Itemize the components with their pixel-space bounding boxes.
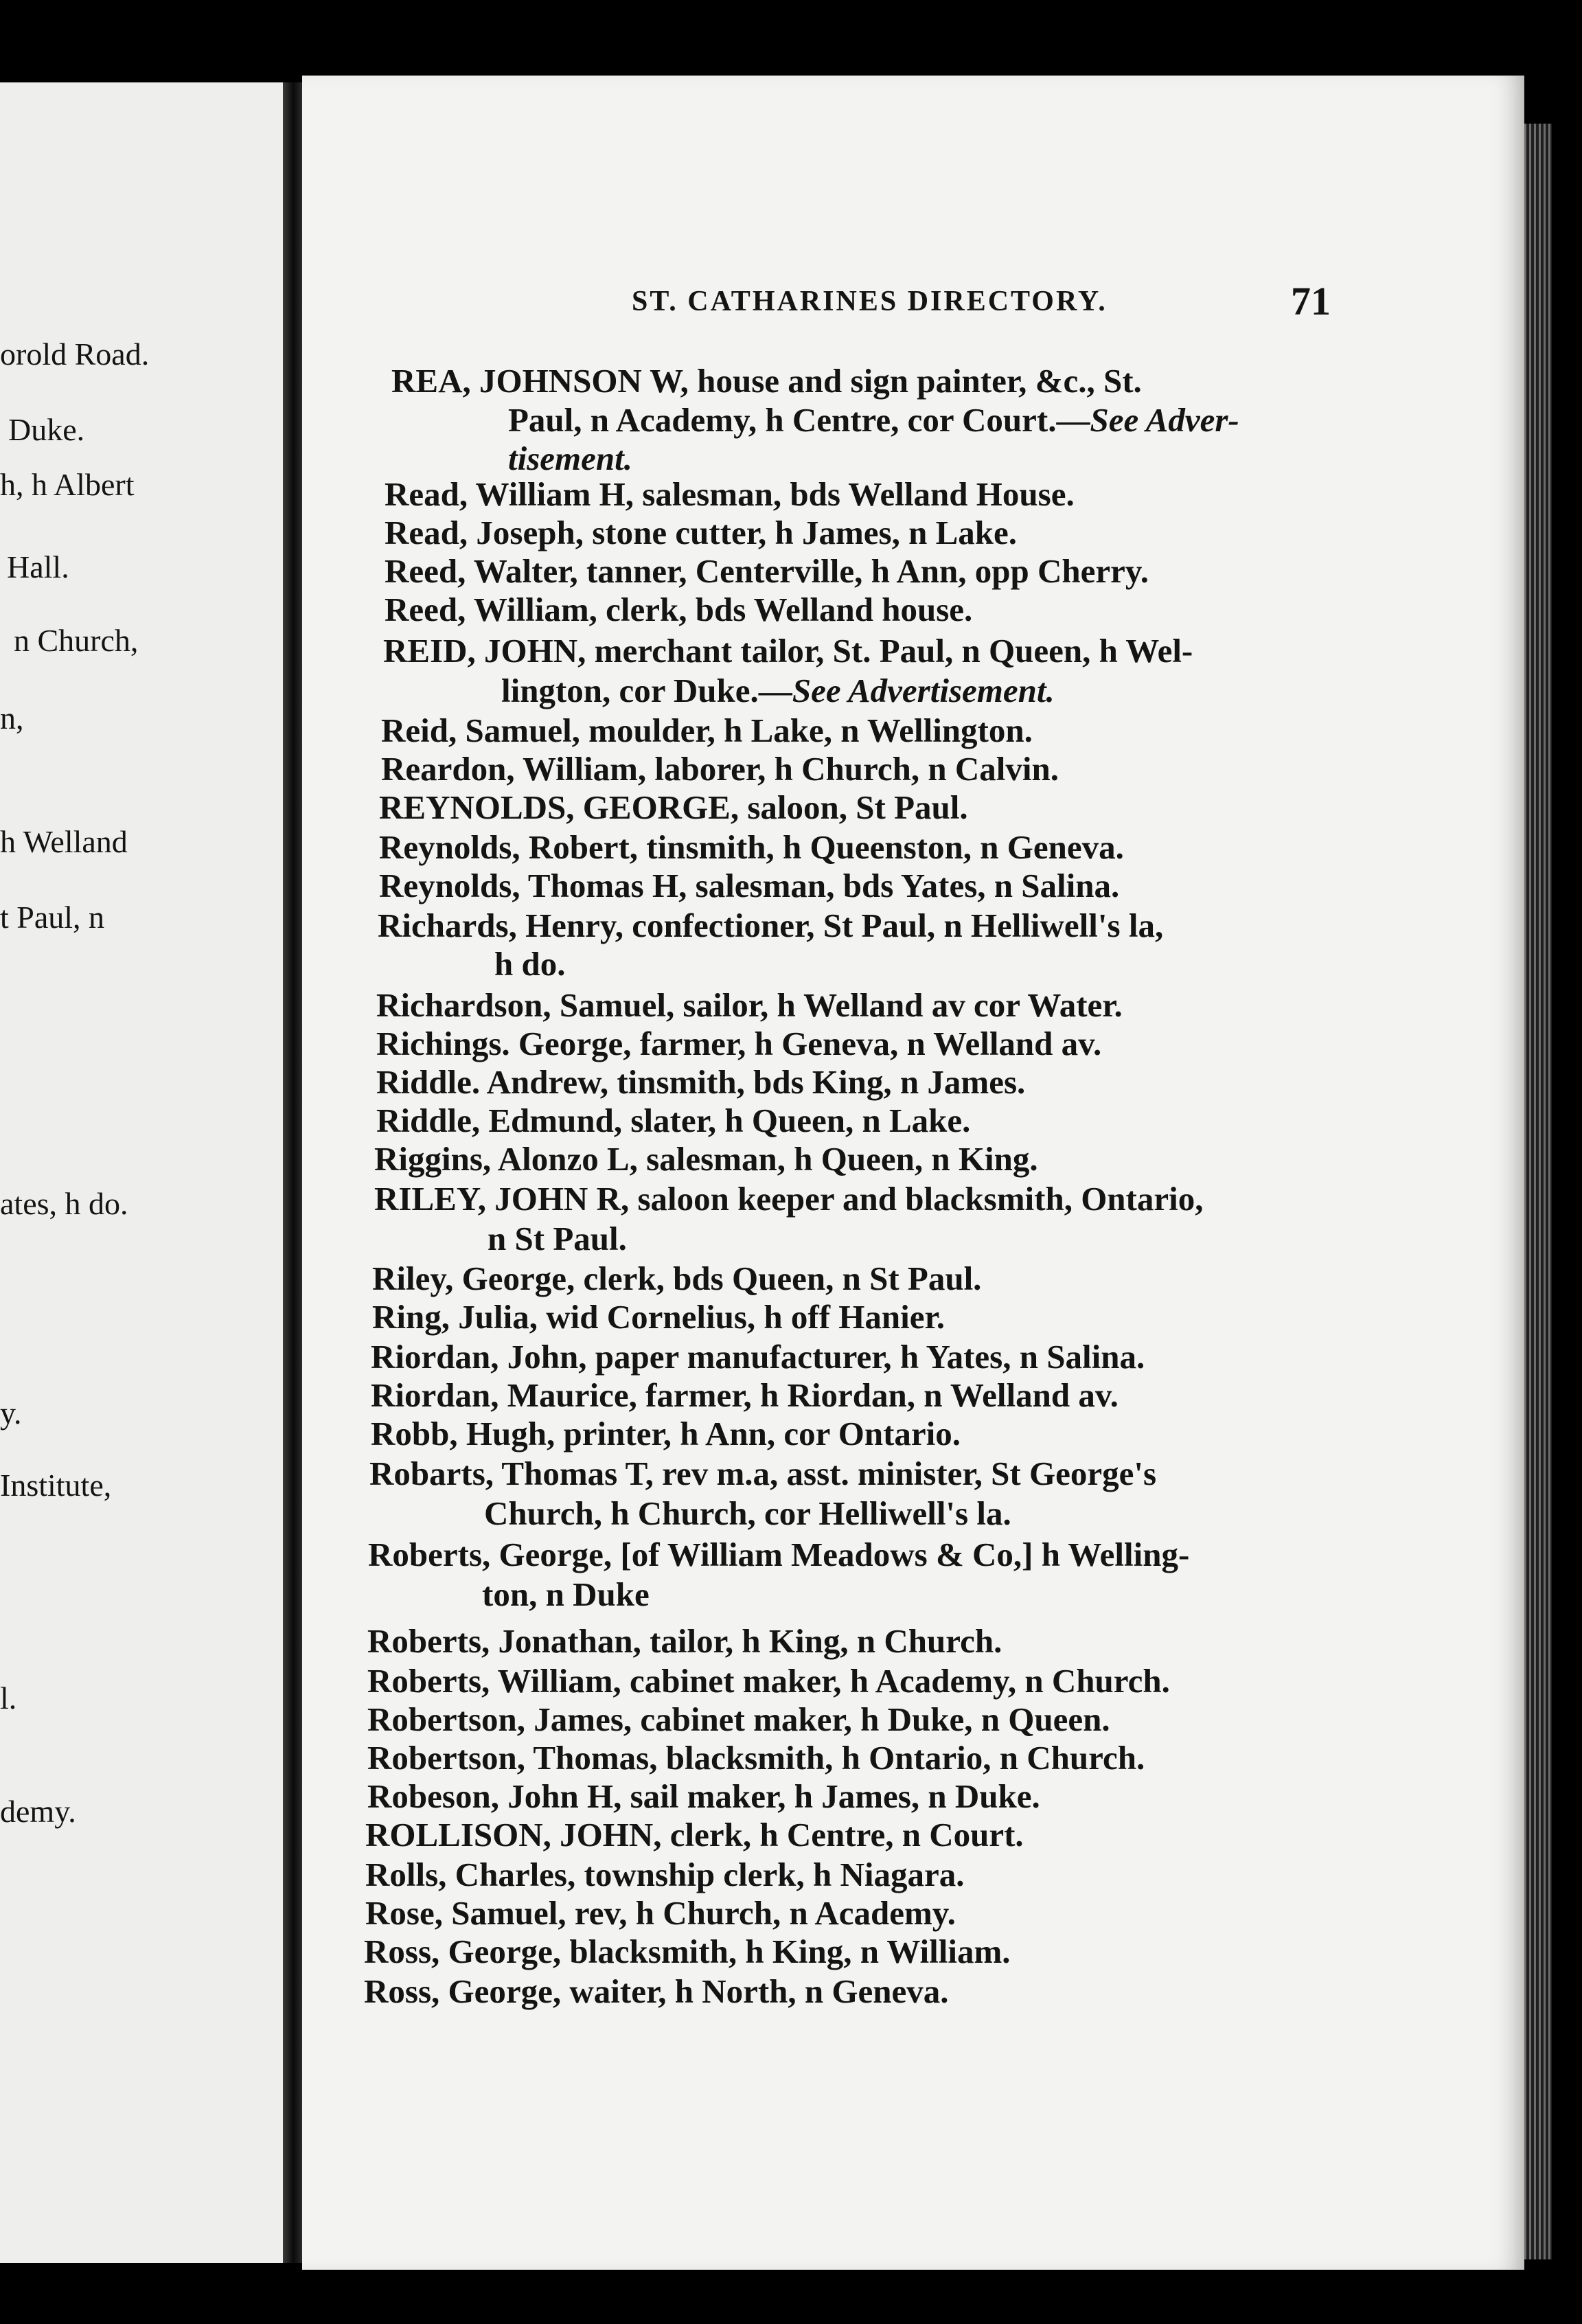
entry-line: Riordan, Maurice, farmer, h Riordan, n Welland av. [371,1376,1119,1414]
entry-line: Reynolds, Thomas H, salesman, bds Yates, n Salina. [379,867,1120,904]
book-gutter [283,82,302,2263]
entry-line: Riggins, Alonzo L, salesman, h Queen, n King. [374,1140,1038,1178]
entry-line: Robertson, Thomas, blacksmith, h Ontario, n Church. [367,1739,1145,1777]
entry-line: Reardon, William, laborer, h Church, n Calvin. [381,750,1059,788]
directory-page [302,76,1524,2270]
entry-line [508,400,1239,441]
left-line: l. [0,1681,17,1716]
entry-line: h do. [494,945,566,983]
left-line: demy. [0,1794,76,1829]
entry-line: Richards, Henry, confectioner, St Paul, n Helliwell's la, [378,907,1164,944]
entry-italic: See Adver- [1090,401,1239,439]
left-line: y. [0,1395,22,1431]
entry-line: Robb, Hugh, printer, h Ann, cor Ontario. [371,1415,961,1452]
entry-line: REYNOLDS, GEORGE, saloon, St Paul. [379,788,968,826]
entry-line: Roberts, George, [of William Meadows & Co,] h Welling- [368,1536,1190,1573]
entry-line: Reed, Walter, tanner, Centerville, h Ann, opp Cherry. [385,552,1149,590]
entry-line: ton, n Duke [482,1575,650,1613]
entry-line: Robarts, Thomas T, rev m.a, asst. minister, St George's [369,1455,1157,1492]
page-edge-stack [1524,124,1552,2259]
entry-line: Riddle. Andrew, tinsmith, bds King, n James. [376,1063,1026,1101]
left-line: orold Road. [0,337,150,372]
left-line: n, [0,700,24,736]
left-line: Institute, [0,1468,112,1503]
entry-line: Riddle, Edmund, slater, h Queen, n Lake. [376,1102,971,1139]
entry-line: Robertson, James, cabinet maker, h Duke, n Queen. [367,1700,1110,1738]
left-line: Hall. [7,549,69,584]
page-number: 71 [1291,279,1331,323]
entry-text: Paul, n Academy, h Centre, cor Court.— [508,401,1090,439]
left-line: n Church, [14,623,139,658]
running-title: ST. CATHARINES DIRECTORY. [632,286,1108,317]
entry-line: Richings. George, farmer, h Geneva, n Welland av. [376,1025,1102,1062]
entry-line: Ross, George, blacksmith, h King, n William. [364,1933,1011,1970]
entry-line: ROLLISON, JOHN, clerk, h Centre, n Court. [365,1816,1024,1854]
entry-line: Read, William H, salesman, bds Welland House. [385,475,1075,513]
directory-entries [302,76,1524,2270]
left-line: t Paul, n [0,900,105,935]
entry-line: Church, h Church, cor Helliwell's la. [484,1494,1011,1532]
entry-line: Richardson, Samuel, sailor, h Welland av cor Water. [376,986,1123,1024]
entry-line: Rose, Samuel, rev, h Church, n Academy. [365,1894,956,1932]
entry-line: Rolls, Charles, township clerk, h Niagara. [365,1856,965,1893]
left-page-fragment [0,82,287,2263]
left-line: h Welland [0,824,128,859]
entry-line: Reed, William, clerk, bds Welland house. [385,591,973,628]
left-line: ates, h do. [0,1186,128,1221]
entry-line: REA, JOHNSON W, house and sign painter, &c., St. [391,362,1142,400]
left-line: h, h Albert [0,467,135,502]
entry-line: Reid, Samuel, moulder, h Lake, n Wellington. [381,711,1033,749]
entry-italic: See Advertisement. [792,672,1055,709]
entry-line: Reynolds, Robert, tinsmith, h Queenston, n Geneva. [379,828,1124,866]
entry-line: Ring, Julia, wid Cornelius, h off Hanier. [372,1298,945,1336]
entry-line: n St Paul. [488,1220,627,1257]
entry-line: Read, Joseph, stone cutter, h James, n Lake. [385,514,1018,551]
entry-line: Roberts, Jonathan, tailor, h King, n Church. [367,1622,1002,1660]
entry-line: tisement. [508,440,633,477]
entry-line: Riley, George, clerk, bds Queen, n St Paul. [372,1260,982,1297]
entry-line: Riordan, John, paper manufacturer, h Yates, n Salina. [371,1338,1145,1376]
entry-line [501,670,1055,711]
left-line: Duke. [8,412,85,447]
entry-line: Ross, George, waiter, h North, n Geneva. [364,1972,949,2010]
entry-line: Roberts, William, cabinet maker, h Academy, n Church. [367,1662,1170,1700]
entry-text: lington, cor Duke.— [501,672,792,709]
entry-line: Robeson, John H, sail maker, h James, n Duke. [367,1777,1040,1815]
entry-line: RILEY, JOHN R, saloon keeper and blacksmith, Ontario, [374,1180,1204,1218]
entry-line: REID, JOHN, merchant tailor, St. Paul, n Queen, h Wel- [383,632,1193,670]
